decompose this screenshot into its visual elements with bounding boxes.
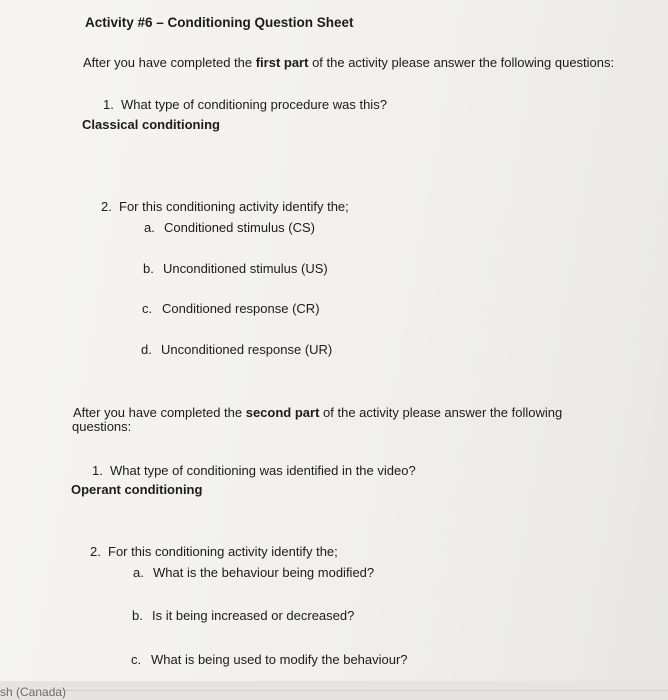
part1-intro-after: of the activity please answer the following questions: [308, 55, 615, 70]
part2-intro-line2: questions: [72, 419, 132, 434]
part1-q2-text: For this conditioning activity identify the; [119, 199, 349, 214]
part2-q1-number: 1. [92, 463, 103, 478]
part2-item [131, 652, 408, 668]
part2-item-letter: b. [132, 608, 143, 623]
part1-question-1 [103, 97, 387, 113]
part1-item-letter: b. [143, 261, 154, 276]
part2-item-text: What is the behaviour being modified? [153, 565, 375, 580]
part2-item-text: Is it being increased or decreased? [152, 608, 355, 623]
status-bar-divider [60, 690, 668, 691]
part2-item-letter: a. [133, 565, 144, 580]
part2-q1-text: What type of conditioning was identified in the video? [110, 463, 416, 478]
part1-intro-before: After you have completed the [83, 55, 256, 70]
part2-q2-text: For this conditioning activity identify the; [108, 544, 338, 559]
part1-item-letter: d. [141, 342, 152, 357]
part1-q2-number: 2. [101, 199, 112, 214]
part2-intro [73, 405, 562, 421]
part2-intro-after: of the activity please answer the following [319, 405, 563, 420]
part1-item [144, 220, 315, 236]
part2-q2-number: 2. [90, 544, 101, 559]
part1-q1-answer: Classical conditioning [82, 117, 220, 132]
part1-item [142, 301, 320, 317]
part2-question-2 [90, 544, 338, 560]
language-indicator[interactable]: sh (Canada) [0, 685, 67, 699]
part1-q1-number: 1. [103, 97, 114, 112]
page-title: Activity #6 – Conditioning Question Sheet [85, 15, 354, 30]
part1-item-letter: c. [142, 301, 153, 316]
part1-item-text: Unconditioned response (UR) [161, 342, 333, 357]
part1-q1-text: What type of conditioning procedure was this? [121, 97, 387, 112]
part1-item-text: Conditioned response (CR) [162, 301, 320, 316]
part1-item [143, 261, 328, 277]
part2-q1-answer: Operant conditioning [71, 482, 203, 497]
part1-item [141, 342, 332, 358]
part1-item-text: Conditioned stimulus (CS) [164, 220, 316, 235]
part1-question-2 [101, 199, 349, 215]
part2-question-1 [92, 463, 416, 479]
part1-item-text: Unconditioned stimulus (US) [163, 261, 328, 276]
part2-item [133, 565, 374, 581]
part1-item-letter: a. [144, 220, 155, 235]
part1-intro [83, 55, 614, 71]
part2-intro-bold: second part [245, 405, 320, 420]
part2-item-letter: c. [131, 652, 142, 667]
part1-intro-bold: first part [255, 55, 309, 70]
part2-intro-before: After you have completed the [73, 405, 246, 420]
part2-item-text: What is being used to modify the behaviour? [151, 652, 408, 667]
part2-item [132, 608, 354, 624]
